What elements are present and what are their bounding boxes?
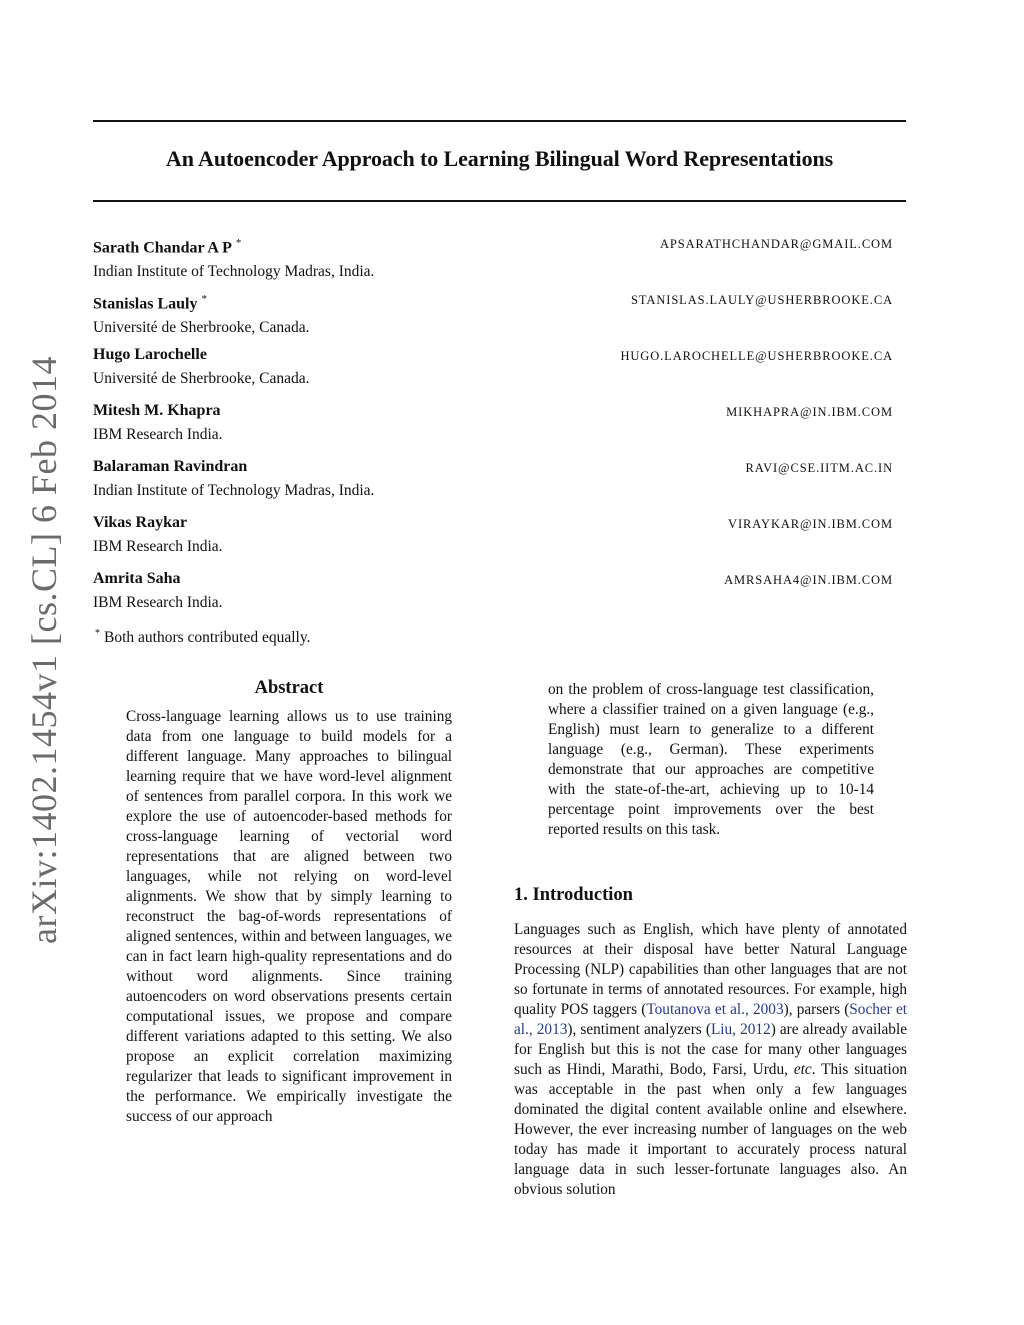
author-name: Hugo Larochelle [93, 346, 207, 363]
author-entry [93, 457, 893, 513]
intro-emphasis: etc [793, 1061, 812, 1078]
author-name: Balaraman Ravindran [93, 458, 248, 475]
author-name: Sarath Chandar A P [93, 239, 232, 257]
author-list [93, 233, 893, 625]
intro-text: ), sentiment analyzers ( [567, 1021, 711, 1038]
author-entry [93, 401, 893, 457]
intro-text: ) are already available for English but this is not the case for many other languages such as Hindi, Marathi, Bodo, Farsi, Urdu, [514, 1021, 907, 1078]
author-affiliation: IBM Research India. [93, 538, 223, 555]
abstract-continuation: on the problem of cross-language test classification, where a classifier trained on a given language (e.g., English) must learn to generalize to a different language (e.g., German). These experiments demonstrate that our approaches are competitive with the state-of-the-art, achieving up to 10-14 percentage point improvements over the best reported results on this task. [548, 681, 874, 838]
intro-text: . This situation was acceptable in the past when only a few languages dominated the digital content available online and elsewhere. However, the ever increasing number of languages on the web today has made it important to accurately process natural language data in such lesser-fortunate languages also. An obvious solution [514, 1061, 907, 1198]
author-affiliation: Université de Sherbrooke, Canada. [93, 319, 310, 337]
intro-text: ), parsers ( [783, 1001, 850, 1018]
author-entry [93, 513, 893, 569]
author-email: AMRSAHA4@IN.IBM.COM [724, 573, 893, 587]
author-email: RAVI@CSE.IITM.AC.IN [745, 461, 893, 475]
author-affiliation: Université de Sherbrooke, Canada. [93, 370, 310, 387]
author-email: APSARATHCHANDAR@GMAIL.COM [660, 237, 893, 251]
introduction-heading: 1. Introduction [514, 885, 633, 905]
intro-text: Languages such as English, which have plenty of annotated resources at their disposal have better Natural Language Processing (NLP) capabilities than other languages that are not so fortunate in terms of annotated resources. For example, high quality POS taggers ( [514, 921, 907, 1018]
author-affiliation: IBM Research India. [93, 594, 223, 611]
author-name: Stanislas Lauly [93, 295, 198, 313]
abstract-body: Cross-language learning allows us to use training data from one language to build models for a different language. Many approaches to bilingual learning require that we have word-level alignment of sentences from parallel corpora. In this work we explore the use of autoencoder-based methods for cross-language learning of vectorial word representations that are aligned between two languages, while not relying on word-level alignments. We show that by simply learning to reconstruct the bag-of-words representations of aligned sentences, within and between languages, we can in fact learn high-quality representations and do without word alignments. Since training autoencoders on word observations presents certain computational issues, we propose and compare different variations adapted to this setting. We also propose an explicit correlation maximizing regularizer that leads to significant improvement in the performance. We empirically investigate the success of our approach [126, 708, 452, 1125]
author-entry [93, 345, 893, 401]
title-rule-bottom [93, 200, 906, 202]
author-email: MIKHAPRA@IN.IBM.COM [726, 405, 893, 419]
author-entry [93, 289, 893, 345]
equal-contribution-marker: * [235, 237, 242, 249]
author-affiliation: IBM Research India. [93, 426, 223, 443]
introduction-body [514, 920, 907, 1200]
author-email: STANISLAS.LAULY@USHERBROOKE.CA [631, 293, 893, 307]
citation-link[interactable]: Socher et al., 2013 [514, 1001, 907, 1038]
citation-link[interactable]: Toutanova et al., 2003 [646, 1001, 784, 1018]
equal-contribution-footnote [95, 623, 310, 649]
author-name: Mitesh M. Khapra [93, 402, 221, 419]
equal-contribution-marker: * [201, 293, 207, 305]
footnote-text: Both authors contributed equally. [104, 629, 311, 647]
author-name: Vikas Raykar [93, 514, 188, 531]
author-entry [93, 569, 893, 625]
author-affiliation: Indian Institute of Technology Madras, India. [93, 263, 375, 281]
author-entry [93, 233, 893, 289]
author-email: VIRAYKAR@IN.IBM.COM [728, 517, 893, 531]
abstract-heading: Abstract [254, 678, 324, 698]
title-rule-top [93, 120, 906, 122]
author-email: HUGO.LAROCHELLE@USHERBROOKE.CA [620, 349, 893, 363]
paper-title: An Autoencoder Approach to Learning Bilingual Word Representations [165, 146, 834, 171]
citation-link[interactable]: Liu, 2012 [710, 1021, 771, 1038]
author-affiliation: Indian Institute of Technology Madras, India. [93, 482, 375, 499]
footnote-marker: * [95, 628, 100, 639]
author-name: Amrita Saha [93, 570, 181, 587]
arxiv-identifier: arXiv:1402.1454v1 [cs.CL] 6 Feb 2014 [24, 356, 64, 944]
